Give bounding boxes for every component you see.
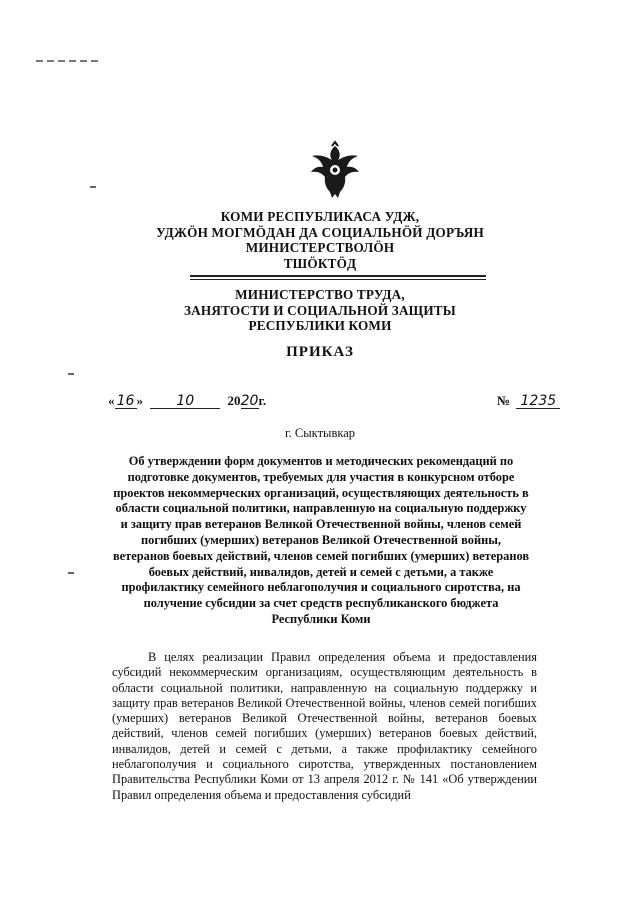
ministry-name-russian-line: МИНИСТЕРСТВО ТРУДА, <box>235 287 405 302</box>
order-body <box>112 650 537 803</box>
ministry-name-russian-line: РЕСПУБЛИКИ КОМИ <box>248 318 392 333</box>
date-day: 16 <box>115 394 137 409</box>
document-type-title: ПРИКАЗ <box>286 344 354 360</box>
komi-coat-of-arms-icon <box>308 140 362 202</box>
order-title <box>112 454 530 628</box>
scan-speck <box>68 373 74 375</box>
order-number <box>497 393 560 409</box>
ministry-name-russian <box>0 287 640 334</box>
date-month: 10 <box>150 394 220 409</box>
order-title-line: боевых действий, инвалидов, детей и семей с детьми, а также <box>148 564 494 579</box>
header-rule-thick <box>190 275 486 277</box>
ministry-name-komi-line: ТШӦКТӦД <box>283 255 357 271</box>
ministry-name-komi-line: УДЖӦН МОГМӦДАН ДА СОЦИАЛЬНӦЙ ДОРЪЯН <box>156 224 484 240</box>
number-label: № <box>497 393 511 408</box>
date-open-quote: « <box>108 393 115 408</box>
order-title-line: области социальной политики, направленную на социальную поддержку <box>115 501 527 516</box>
scan-speck <box>68 572 74 574</box>
order-title-line: подготовке документов, требуемых для участия в конкурсном отборе <box>127 469 515 484</box>
header-rule-thin <box>190 279 486 280</box>
ministry-name-komi-line: КОМИ РЕСПУБЛИКАСА УДЖ, <box>220 209 420 224</box>
order-title-line: и защиту прав ветеранов Великой Отечественной войны, членов семей <box>120 517 522 532</box>
order-title-line: ветеранов боевых действий, членов семей погибших (умерших) ветеранов <box>112 548 530 563</box>
ministry-name-komi-line: МИНИСТЕРСТВОЛӦН <box>245 240 395 255</box>
date-suffix: г. <box>258 393 267 408</box>
ministry-name-komi <box>0 209 640 271</box>
ministry-name-russian-line: ЗАНЯТОСТИ И СОЦИАЛЬНОЙ ЗАЩИТЫ <box>184 302 456 318</box>
scan-speck <box>90 186 96 188</box>
order-title-line: Республики Коми <box>271 611 371 626</box>
number-value: 1235 <box>516 394 560 409</box>
order-title-line: погибших (умерших) ветеранов Великой Отечественной войны, <box>140 532 502 547</box>
order-title-line: Об утверждении форм документов и методических рекомендаций по <box>128 454 514 468</box>
order-date <box>108 393 266 409</box>
body-paragraph: В целях реализации Правил определения объема и предоставления субсидий некоммерческим организациям, осуществляющим деятельность в области социальной политики, направленную на социальную поддержку и защиту прав ветеранов Великой Отечественной войны, членов семей погибших (умерших) ветеранов Великой Отечественной войны, ветеранов боевых действий, членов семей погибших (умерших) ветеранов боевых действий, инвалидов, детей и семей с детьми, а также профилактику семейного неблагополучия и социального сиротства, утвержденных постановлением Правительства Республики Коми от 13 апреля 2012 г. № 141 «Об утверждении Правил определения объема и предоставления субсидий <box>112 650 537 802</box>
date-year-suffix: 20 <box>240 393 259 409</box>
issue-city: г. Сыктывкар <box>284 426 356 440</box>
order-title-line: профилактику семейного неблагополучия и социального сиротства, на <box>121 580 521 595</box>
date-close-quote: » <box>136 393 143 408</box>
order-title-line: проектов некоммерческих организаций, осуществляющих деятельность в <box>113 485 529 500</box>
order-title-line: получение субсидии за счет средств республиканского бюджета <box>143 596 499 611</box>
date-year-prefix: 20 <box>227 393 241 408</box>
scan-mark <box>36 60 98 62</box>
